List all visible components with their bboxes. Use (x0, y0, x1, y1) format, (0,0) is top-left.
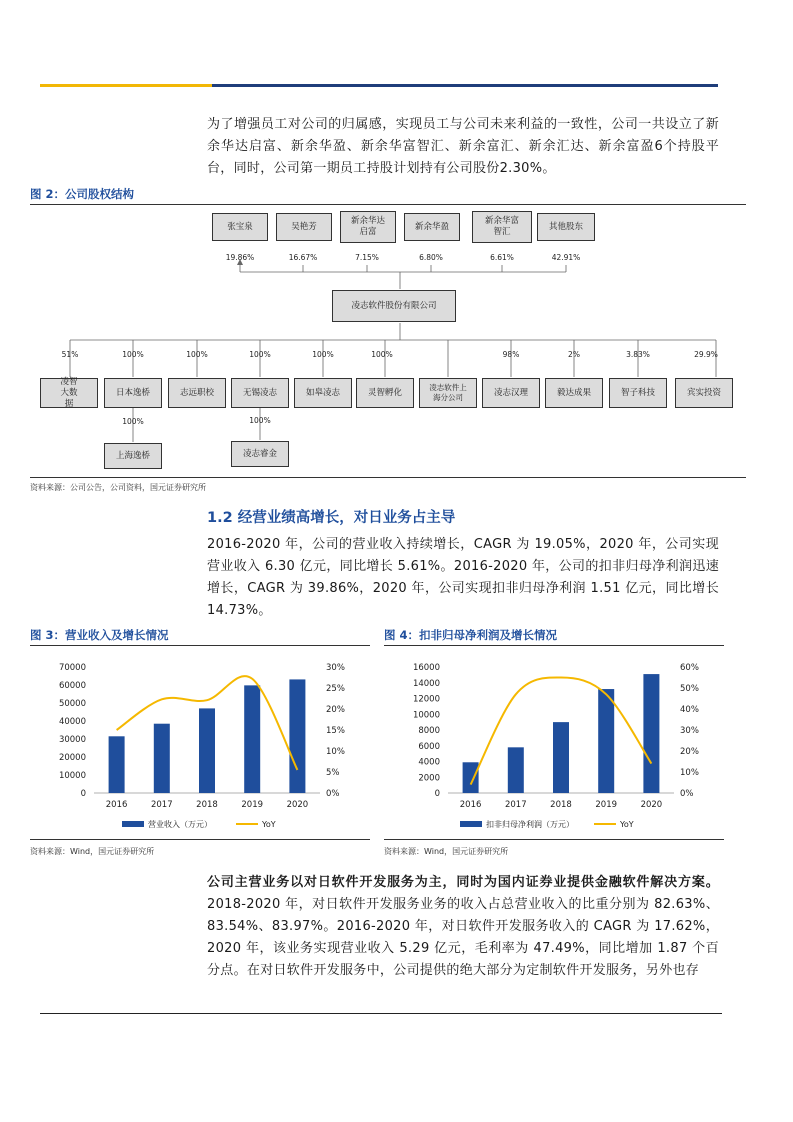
shareholder-box-3: 新余华盈 (404, 213, 460, 241)
y-tick-label: 12000 (412, 694, 440, 705)
sub-box-2: 志远职校 (168, 378, 226, 408)
sub-pct-4: 100% (312, 350, 334, 359)
y-tick-label: 4000 (418, 757, 440, 768)
sub-box-4: 如皋凌志 (294, 378, 352, 408)
bar-2017 (154, 724, 170, 793)
bar-2017 (508, 747, 524, 793)
sub-box-6: 凌志软件上海分公司 (419, 378, 477, 408)
fig2-bottom-rule (30, 477, 746, 478)
sub-pct-9: 3.83% (626, 350, 650, 359)
fig3-bottom-rule (30, 839, 370, 840)
sub-box-7: 凌志汉理 (482, 378, 540, 408)
second-pct-0: 100% (122, 417, 144, 426)
section-title: 1.2 经营业绩高增长，对日业务占主导 (207, 510, 456, 526)
y-tick-label: 30000 (58, 735, 86, 745)
sub-pct-5: 100% (371, 350, 393, 359)
y2-tick-label: 25% (326, 684, 345, 694)
fig3-title: 图 3：营业收入及增长情况 (30, 628, 169, 642)
sub-box-10: 宾实投资 (675, 378, 733, 408)
fig4-bottom-rule (384, 839, 724, 840)
sub-box-8: 毅达成果 (545, 378, 603, 408)
y-tick-label: 10000 (412, 710, 440, 721)
y-tick-label: 8000 (418, 726, 440, 736)
sub-pct-8: 2% (568, 350, 580, 359)
shareholder-box-1: 吴艳芳 (276, 213, 332, 241)
bar-2018 (199, 708, 215, 793)
x-tick-label: 2020 (286, 800, 309, 810)
y2-tick-label: 15% (326, 726, 345, 736)
company-box: 凌志软件股份有限公司 (332, 290, 456, 322)
second-pct-1: 100% (249, 416, 271, 425)
x-tick-label: 2019 (595, 800, 618, 810)
legend-line-label: YoY (620, 820, 634, 829)
y-tick-label: 60000 (58, 681, 86, 691)
bar-2020 (289, 679, 305, 793)
x-tick-label: 2019 (241, 800, 264, 810)
y-tick-label: 0 (80, 789, 86, 799)
y2-tick-label: 60% (680, 663, 699, 673)
sub-box-5: 灵智孵化 (356, 378, 414, 408)
sub-box-0: 凌智大数据 (40, 378, 98, 408)
y-tick-label: 0 (434, 789, 440, 799)
y2-tick-label: 20% (680, 747, 699, 757)
shareholder-pct-0: 19.86% (225, 253, 255, 262)
y2-tick-label: 0% (680, 789, 694, 799)
bar-2016 (463, 762, 479, 793)
legend-bar-swatch (460, 821, 482, 827)
bar-2018 (553, 722, 569, 793)
y-tick-label: 70000 (58, 663, 86, 673)
business-paragraph-lead: 公司主营业务以对日软件开发服务为主，同时为国内证券业提供金融软件解决方案。 (207, 875, 719, 890)
shareholder-pct-4: 6.61% (490, 253, 514, 262)
legend-bar-swatch (122, 821, 144, 827)
x-tick-label: 2018 (196, 800, 218, 810)
sub-pct-0: 51% (61, 350, 79, 359)
intro-paragraph: 为了增强员工对公司的归属感，实现员工与公司未来利益的一致性，公司一共设立了新余华达启富、新余华盈、新余华富智汇、新余富汇、新余汇达、新余富盈6个持股平台，同时，公司第一期员工持股计划持有公司股份2.30%。 (207, 117, 719, 176)
performance-paragraph: 2016-2020 年，公司的营业收入持续增长，CAGR 为 19.05%，2020 年，公司实现营业收入 6.30 亿元，同比增长 5.61%。2016-2020 年，公司的扣非归母净利润迅速增长，CAGR 为 39.86%，2020 年，公司实现扣非归母净利润 1.51 亿元，同比增长 14.73%。 (207, 537, 719, 618)
y2-tick-label: 10% (680, 768, 699, 778)
y-tick-label: 50000 (58, 699, 86, 709)
x-tick-label: 2018 (550, 800, 572, 810)
y-tick-label: 40000 (58, 717, 86, 727)
sub-pct-10: 29.9% (694, 350, 718, 359)
y-tick-label: 6000 (418, 741, 440, 752)
net-profit-chart (384, 647, 724, 837)
sub-pct-1: 100% (122, 350, 144, 359)
shareholder-box-0: 张宝泉 (212, 213, 268, 241)
bar-2020 (643, 674, 659, 793)
sub-box-1: 日本逸桥 (104, 378, 162, 408)
bar-2019 (244, 685, 260, 793)
y2-tick-label: 20% (326, 705, 345, 715)
fig4-top-rule (384, 645, 724, 646)
sub-box-3: 无锡凌志 (231, 378, 289, 408)
org-chart-connectors (0, 0, 793, 480)
legend-bar-label: 营业收入（万元） (148, 820, 212, 829)
x-tick-label: 2020 (640, 800, 663, 810)
shareholder-pct-2: 7.15% (355, 253, 379, 262)
fig3-source: 资料来源：Wind，国元证券研究所 (30, 847, 155, 856)
y2-tick-label: 50% (680, 684, 699, 694)
y2-tick-label: 5% (326, 768, 340, 778)
fig2-source: 资料来源：公司公告，公司资料，国元证券研究所 (30, 483, 206, 492)
y2-tick-label: 40% (680, 705, 699, 715)
y2-tick-label: 30% (326, 663, 345, 673)
y-tick-label: 16000 (412, 663, 440, 673)
legend-bar-label: 扣非归母净利润（万元） (486, 820, 574, 829)
fig4-title: 图 4：扣非归母净利润及增长情况 (384, 628, 558, 642)
x-tick-label: 2017 (150, 800, 173, 810)
sub-pct-3: 100% (249, 350, 271, 359)
fig3-top-rule (30, 645, 370, 646)
bar-2019 (598, 689, 614, 793)
y2-tick-label: 30% (680, 726, 699, 736)
shareholder-box-4: 新余华富智汇 (472, 211, 532, 243)
second-box-1: 凌志睿金 (231, 441, 289, 467)
y2-tick-label: 0% (326, 789, 340, 799)
y-tick-label: 20000 (58, 753, 86, 763)
shareholder-box-2: 新余华达启富 (340, 211, 396, 243)
fig4-source: 资料来源：Wind，国元证券研究所 (384, 847, 509, 856)
business-paragraph-body: 2018-2020 年，对日软件开发服务业务的收入占总营业收入的比重分别为 82.63%、83.54%、83.97%。2016-2020 年，对日软件开发服务收入的 CAGR 为 17.62%，2020 年，该业务实现营业收入 5.29 亿元，毛利率为 47.49%，同比增加 1.87 个百分点。在对日软件开发服务中，公司提供的绝大部分为定制软件开发服务，另外也存 (207, 897, 719, 978)
revenue-chart (30, 647, 370, 837)
shareholder-pct-3: 6.80% (419, 253, 443, 262)
x-tick-label: 2016 (459, 800, 482, 810)
second-box-0: 上海逸桥 (104, 443, 162, 469)
bar-2016 (109, 736, 125, 793)
shareholder-pct-5: 42.91% (551, 253, 581, 262)
sub-pct-2: 100% (186, 350, 208, 359)
shareholder-pct-1: 16.67% (288, 253, 318, 262)
y-tick-label: 14000 (412, 678, 440, 689)
x-tick-label: 2017 (504, 800, 527, 810)
fig2-title: 图 2：公司股权结构 (30, 187, 135, 201)
y-tick-label: 2000 (418, 773, 440, 784)
x-tick-label: 2016 (105, 800, 128, 810)
footer-rule (40, 1013, 722, 1014)
sub-box-9: 智子科技 (609, 378, 667, 408)
business-paragraph (207, 872, 719, 982)
y-tick-label: 10000 (58, 771, 86, 781)
sub-pct-7: 98% (502, 350, 520, 359)
legend-line-label: YoY (262, 820, 276, 829)
y2-tick-label: 10% (326, 747, 345, 757)
shareholder-box-5: 其他股东 (537, 213, 595, 241)
